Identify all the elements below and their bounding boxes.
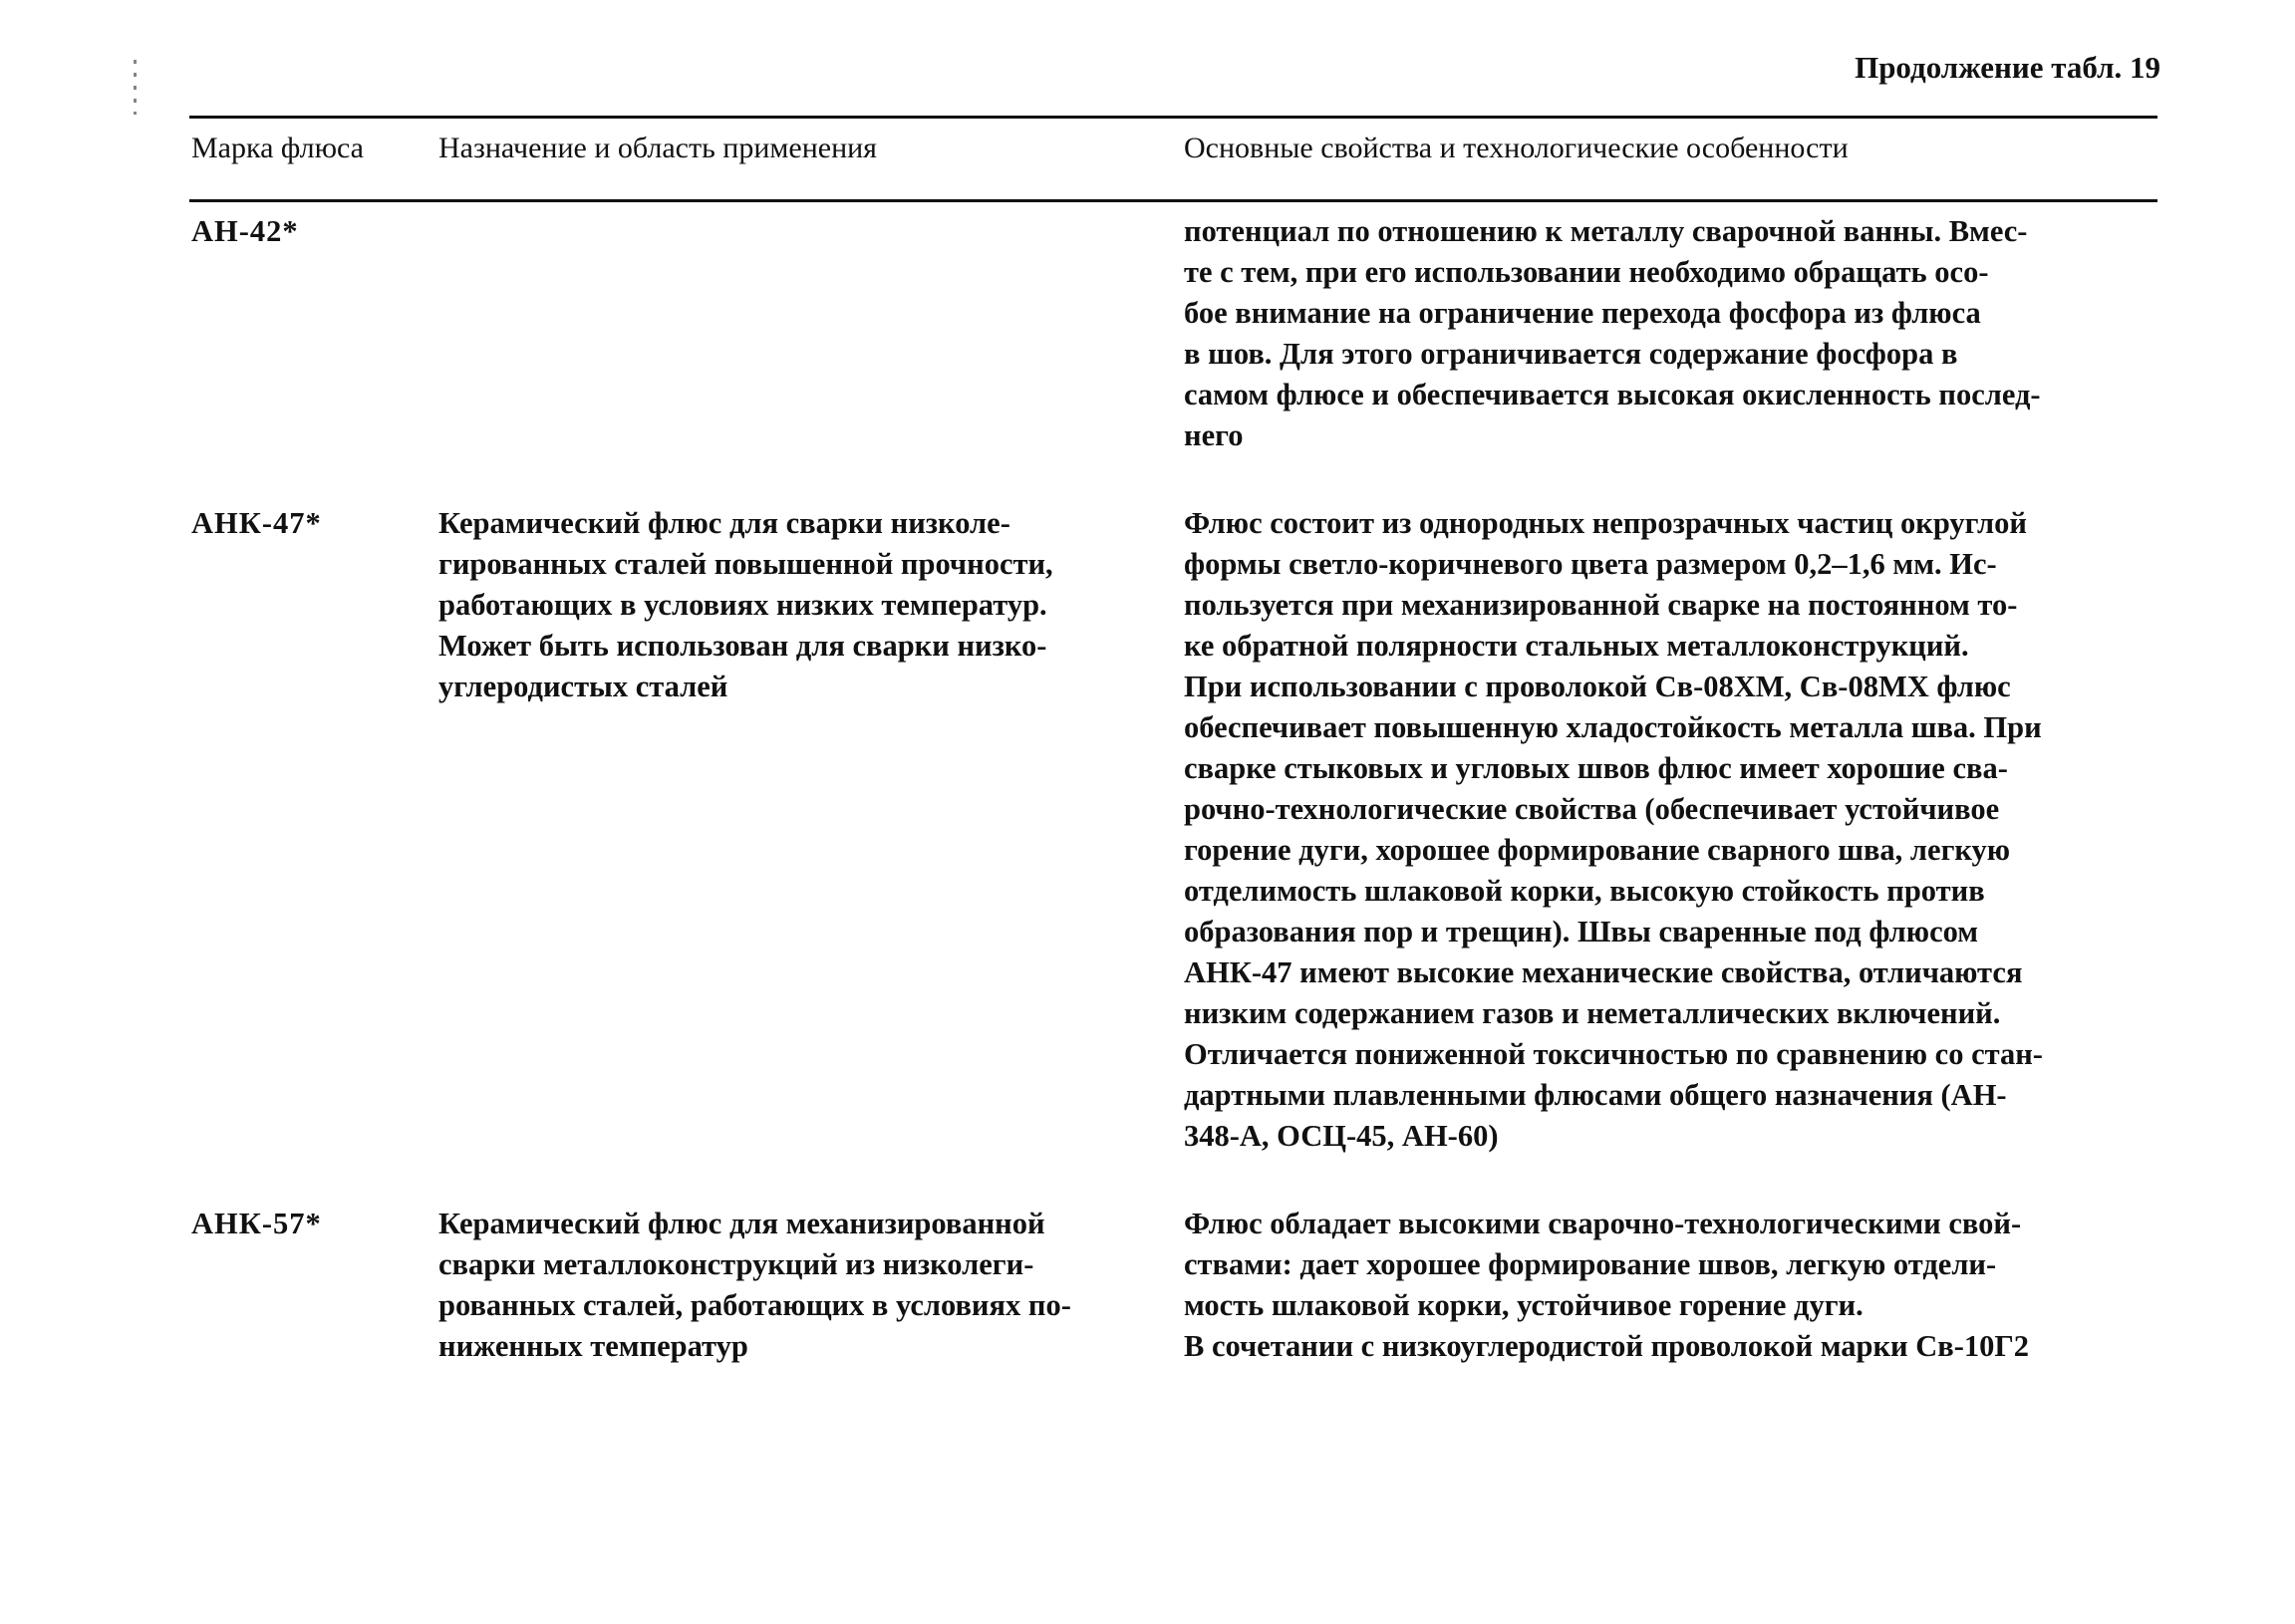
flux-grade-cell: АНК-47* <box>191 506 322 540</box>
flux-grade-cell: АН-42* <box>191 214 299 248</box>
flux-grade-cell: АНК-57* <box>191 1207 322 1240</box>
table-header-rule <box>189 199 2157 202</box>
properties-cell: потенциал по отношению к металлу сварочной ванны. Вмес- те с тем, при его использовании необходимо обращать осо- бое внимание на ограничение перехода фосфора из флюса в шов. Для этого ограничивается содержание фосфора в самом флюсе и обеспечивается высокая окисленность послед- него <box>1184 214 2041 452</box>
scan-margin-mark <box>134 60 137 115</box>
properties-cell: Флюс состоит из однородных непрозрачных частиц округлой формы светло-коричневого цвета размером 0,2–1,6 мм. Ис- пользуется при механизированной сварке на постоянном то- ке обратной полярности стальных металлоконструкций. При использовании с проволокой Св-08ХМ, Св-08МХ флюс обеспечивает повышенную хладостойкость металла шва. При сварке стыковых и угловых швов флюс имеет хорошие сва- рочно-технологические свойства (обеспечивает устойчивое горение дуги, хорошее формирование сварного шва, легкую отделимость шлаковой корки, высокую стойкость против образования пор и трещин). Швы сваренные под флюсом АНК-47 имеют высокие механические свойства, отличаются низким содержанием газов и неметаллических включений. Отличается пониженной токсичностью по сравнению со стан- дартными плавленными флюсами общего назначения (АН- 348-А, ОСЦ-45, АН-60) <box>1184 506 2043 1153</box>
properties-cell: Флюс обладает высокими сварочно-технологическими свой- ствами: дает хорошее формирование швов, легкую отдели- мость шлаковой корки, устойчивое горение дуги. В сочетании с низкоуглеродистой проволокой марки Св-10Г2 <box>1184 1207 2030 1363</box>
purpose-cell: Керамический флюс для сварки низколе- гированных сталей повышенной прочности, работающих в условиях низких температур. Может быть использован для сварки низко- углеродистых сталей <box>438 506 1053 703</box>
table-top-rule <box>189 116 2157 119</box>
table-continuation-caption: Продолжение табл. 19 <box>1855 50 2160 85</box>
header-purpose: Назначение и область применения <box>438 132 877 164</box>
purpose-cell: Керамический флюс для механизированной сварки металлоконструкций из низколеги- рованных сталей, работающих в условиях по- ниженных температур <box>438 1207 1071 1363</box>
header-flux-grade: Марка флюса <box>191 132 364 164</box>
header-properties: Основные свойства и технологические особенности <box>1184 132 1849 164</box>
